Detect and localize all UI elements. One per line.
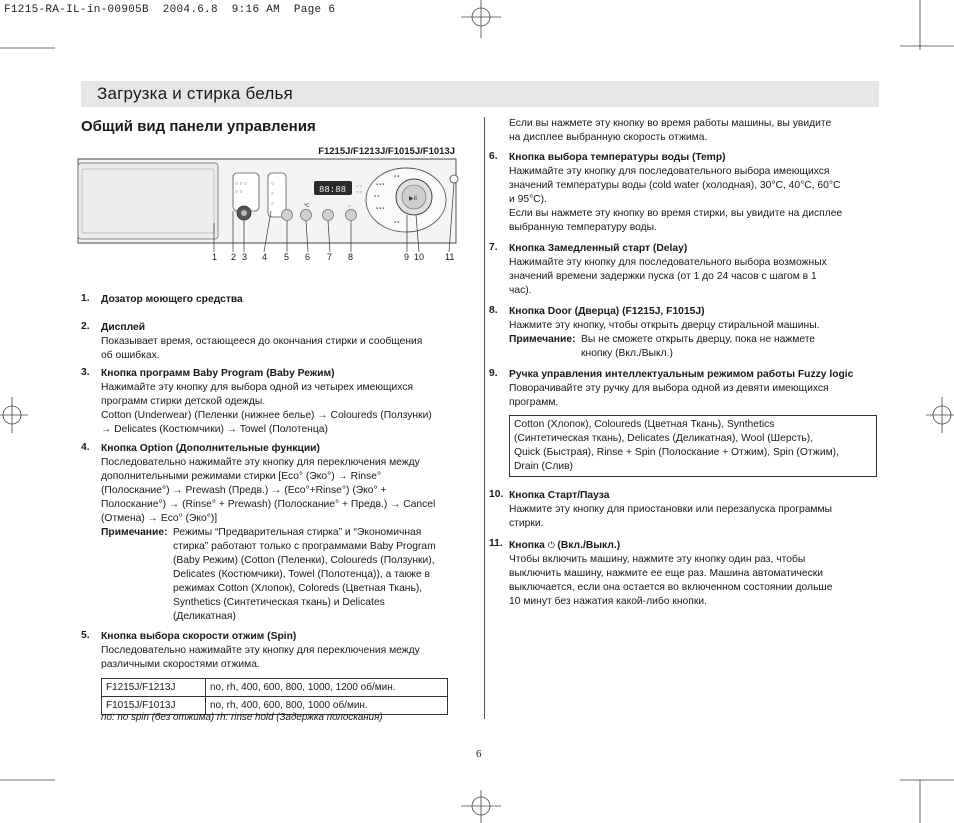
- table-row: [102, 679, 448, 697]
- corner-mark-br: [900, 760, 954, 823]
- item-4-note-label: Примечание:: [101, 527, 168, 538]
- corner-mark-bl: [0, 760, 60, 823]
- item-4-line-2: дополнительными режимами стирки [Eco° (Эко°) → Rinse°: [101, 471, 382, 482]
- panel-number-3: 3: [242, 252, 248, 262]
- item-4-number: 4.: [81, 442, 90, 453]
- temp-button: [301, 210, 312, 221]
- table-cell-speeds: no, rh, 400, 600, 800, 1000 об/мин.: [206, 697, 448, 715]
- item-7-title: Кнопка Замедленный старт (Delay): [509, 243, 688, 254]
- item-4-title: Кнопка Option (Дополнительные функции): [101, 443, 320, 454]
- item-5-number: 5.: [81, 630, 90, 641]
- detergent-drawer: [78, 163, 218, 239]
- crop-mark-bottom: [456, 790, 506, 823]
- crop-mark-right: [924, 395, 954, 435]
- power-button: [450, 175, 458, 183]
- item-10-line-1: Нажмите эту кнопку для приостановки или перезапуска программы: [509, 504, 832, 515]
- item-6-line-1: Нажимайте эту кнопку для последовательного выбора имеющихся: [509, 166, 830, 177]
- intro-line-1: Если вы нажмете эту кнопку во время работы машины, вы увидите: [509, 118, 832, 129]
- door-button: [346, 210, 357, 221]
- program-list-line-2: (Синтетическая ткань), Delicates (Деликатная), Wool (Шерсть),: [514, 433, 814, 444]
- item-4-note-line-3: (Baby Режим) (Cotton (Пеленки), Coloureds (Ползунки),: [173, 555, 435, 566]
- item-8-title: Кнопка Door (Дверца) (F1215J, F1015J): [509, 306, 705, 317]
- item-4-line-4: Полоскание°) → (Rinse° + Prewash) (Полоскание° + Предв.) → Cancel: [101, 499, 436, 510]
- table-cell-speeds: no, rh, 400, 600, 800, 1000, 1200 об/мин.: [206, 679, 448, 697]
- item-6-title: Кнопка выбора температуры воды (Temp): [509, 152, 726, 163]
- item-8-number: 8.: [489, 305, 498, 316]
- panel-number-6: 6: [305, 252, 311, 262]
- panel-number-7: 7: [327, 252, 333, 262]
- item-4-note-line-2: стирка” работают только с программами Baby Program: [173, 541, 436, 552]
- item-2-title: Дисплей: [101, 322, 146, 333]
- crop-mark-top: [456, 0, 506, 40]
- panel-number-9: 9: [404, 252, 410, 262]
- intro-line-2: на дисплее выбранную скорость отжима.: [509, 132, 708, 143]
- svg-text:○: ○: [271, 181, 275, 187]
- item-4-line-5: (Отмена) → Eco° (Эко°)]: [101, 513, 218, 524]
- item-9-line-2: программ.: [509, 397, 559, 408]
- item-6-line-2: значений температуры воды (cold water (холодная), 30°C, 40°C, 60°C: [509, 180, 841, 191]
- item-5-line-2: различными скоростями отжима.: [101, 659, 260, 670]
- page-number: 6: [476, 748, 482, 760]
- item-3-line-2: программ стирки детской одежды.: [101, 396, 266, 407]
- svg-text:○ ○: ○ ○: [235, 189, 243, 195]
- item-8: [489, 305, 884, 361]
- corner-mark-tr: [900, 0, 954, 60]
- panel-number-11: 11: [445, 252, 455, 262]
- item-6-line-5: выбранную температуру воды.: [509, 222, 657, 233]
- item-11-title-b: (Вкл./Выкл.): [557, 540, 621, 551]
- program-list-box: [509, 415, 877, 477]
- svg-text:● ●: ● ●: [374, 194, 380, 198]
- item-7-line-3: час).: [509, 285, 532, 296]
- item-6: [489, 151, 884, 235]
- table-cell-model: F1215J/F1213J: [102, 679, 206, 697]
- item-10-line-2: стирки.: [509, 518, 544, 529]
- left-column: [81, 293, 466, 715]
- item-1-number: 1.: [81, 293, 90, 304]
- item-4-note-line-6: Synthetics (Синтетическая ткань) и Delicates: [173, 597, 385, 608]
- item-8-note-line-1: Вы не сможете открыть дверцу, пока не нажмете: [581, 334, 816, 345]
- item-2: [81, 321, 466, 363]
- item-11: [489, 538, 884, 609]
- item-8-note-label: Примечание:: [509, 334, 576, 345]
- spin-footnote: no: no spin (без отжима) rh: rinse hold (Задержка полоскания): [101, 712, 383, 723]
- svg-text:⇔: ⇔: [347, 203, 352, 209]
- table-cell-model: F1015J/F1013J: [102, 697, 206, 715]
- svg-text:○ ○: ○ ○: [356, 183, 362, 188]
- column-divider: [484, 117, 485, 719]
- panel-number-5: 5: [284, 252, 290, 262]
- item-11-title-a: Кнопка: [509, 540, 545, 551]
- control-panel-illustration: [76, 155, 466, 265]
- svg-text:○ ○ ○: ○ ○ ○: [235, 181, 247, 187]
- svg-text:℃: ℃: [304, 203, 310, 209]
- item-6-line-3: и 95°C).: [509, 194, 547, 205]
- svg-text:○: ○: [271, 201, 275, 207]
- models-label: F1215J/F1213J/F1015J/F1013J: [318, 146, 455, 157]
- item-6-number: 6.: [489, 151, 498, 162]
- item-2-number: 2.: [81, 321, 90, 332]
- svg-text:▶II: ▶II: [409, 196, 417, 202]
- item-6-line-4: Если вы нажмете эту кнопку во время стирки, вы увидите на дисплее: [509, 208, 843, 219]
- item-4-line-1: Последовательно нажимайте эту кнопку для переключения между: [101, 457, 420, 468]
- item-11-title: [509, 538, 884, 553]
- item-3-title: Кнопка программ Baby Program (Baby Режим): [101, 368, 335, 379]
- item-1: [81, 293, 466, 307]
- item-9-number: 9.: [489, 368, 498, 379]
- item-7: [489, 242, 884, 298]
- program-list-line-1: Cotton (Хлопок), Coloureds (Цветная Ткань), Synthetics: [514, 419, 775, 430]
- item-4-note-line-7: (Деликатная): [173, 611, 236, 622]
- item-5-line-1: Последовательно нажимайте эту кнопку для переключения между: [101, 645, 420, 656]
- item-11-line-2: выключить машину, нажмите ее еще раз. Машина автоматически: [509, 568, 824, 579]
- item-9-line-1: Поворачивайте эту ручку для выбора одной из девяти имеющихся: [509, 383, 829, 394]
- display-digits: 88:88: [319, 185, 347, 195]
- spin-speed-table: [101, 678, 448, 715]
- item-7-line-1: Нажимайте эту кнопку для последовательного выбора возможных: [509, 257, 827, 268]
- item-9-title: Ручка управления интеллектуальным режимом работы Fuzzy logic: [509, 369, 854, 380]
- item-11-line-1: Чтобы включить машину, нажмите эту кнопку один раз, чтобы: [509, 554, 806, 565]
- item-10: [489, 489, 884, 531]
- page-title: Загрузка и стирка белья: [97, 84, 293, 103]
- item-2-line-2: об ошибках.: [101, 350, 160, 361]
- svg-text:● ● ●: ● ● ●: [376, 206, 385, 210]
- item-3-line-4: → Delicates (Костюмчики) → Towel (Полотенца): [101, 424, 328, 435]
- delay-button: [323, 210, 334, 221]
- item-8-note-line-2: кнопку (Вкл./Выкл.): [581, 348, 673, 359]
- right-column: [489, 117, 884, 609]
- svg-text:● ● ●: ● ● ●: [376, 182, 385, 186]
- item-4-line-3: (Полоскание°) → Prewash (Предв.) → (Eco°+Rinse°) (Эко° +: [101, 485, 387, 496]
- print-header: F1215-RA-IL-in-00905B 2004.6.8 9:16 AM Page 6: [4, 4, 336, 16]
- panel-number-4: 4: [262, 252, 268, 262]
- item-7-line-2: значений времени задержки пуска (от 1 до 24 часов с шагом в 1: [509, 271, 817, 282]
- panel-number-1: 1: [212, 252, 218, 262]
- svg-text:○: ○: [271, 191, 275, 197]
- item-5: [81, 630, 466, 715]
- program-list-line-3: Quick (Быстрая), Rinse + Spin (Полоскание + Отжим), Spin (Отжим),: [514, 447, 839, 458]
- power-icon: ⏻: [547, 540, 558, 550]
- item-11-line-4: 10 минут без нажатия какой-либо кнопки.: [509, 596, 707, 607]
- item-4-note-line-1: Режимы “Предварительная стирка” и “Экономичная: [173, 527, 422, 538]
- svg-text:● ●: ● ●: [394, 220, 400, 224]
- item-5-title: Кнопка выбора скорости отжим (Spin): [101, 631, 297, 642]
- item-8-line-1: Нажмите эту кнопку, чтобы открыть дверцу стиральной машины.: [509, 320, 820, 331]
- item-4-note-line-4: Delicates (Костюмчики), Towel (Полотенца)), а также в: [173, 569, 430, 580]
- panel-number-8: 8: [348, 252, 354, 262]
- program-list-line-4: Drain (Слив): [514, 461, 573, 472]
- panel-number-10: 10: [414, 252, 425, 262]
- item-1-title: Дозатор моющего средства: [101, 294, 243, 305]
- item-9: [489, 368, 884, 477]
- svg-text:○ ○: ○ ○: [356, 189, 362, 194]
- item-10-title: Кнопка Старт/Пауза: [509, 490, 610, 501]
- item-3-number: 3.: [81, 367, 90, 378]
- svg-text:● ●: ● ●: [394, 174, 400, 178]
- item-3-line-3: Cotton (Underwear) (Пеленки (нижнее белье) → Coloureds (Ползунки): [101, 410, 432, 421]
- crop-mark-left: [0, 395, 30, 435]
- item-3-line-1: Нажимайте эту кнопку для выбора одной из четырех имеющихся: [101, 382, 414, 393]
- corner-mark-tl: [0, 38, 60, 68]
- item-4-note-line-5: режимах Cotton (Хлопок), Coloreds (Цветная Ткань),: [173, 583, 423, 594]
- item-10-number: 10.: [489, 489, 504, 500]
- item-3: [81, 367, 466, 437]
- spin-button: [282, 210, 293, 221]
- panel-number-2: 2: [231, 252, 237, 262]
- section-subtitle: Общий вид панели управления: [81, 118, 316, 135]
- item-7-number: 7.: [489, 242, 498, 253]
- item-11-number: 11.: [489, 538, 503, 549]
- item-2-line-1: Показывает время, остающееся до окончания стирки и сообщения: [101, 336, 423, 347]
- item-4: [81, 442, 466, 624]
- item-11-line-3: выключается, если она остается во включенном состоянии дольше: [509, 582, 833, 593]
